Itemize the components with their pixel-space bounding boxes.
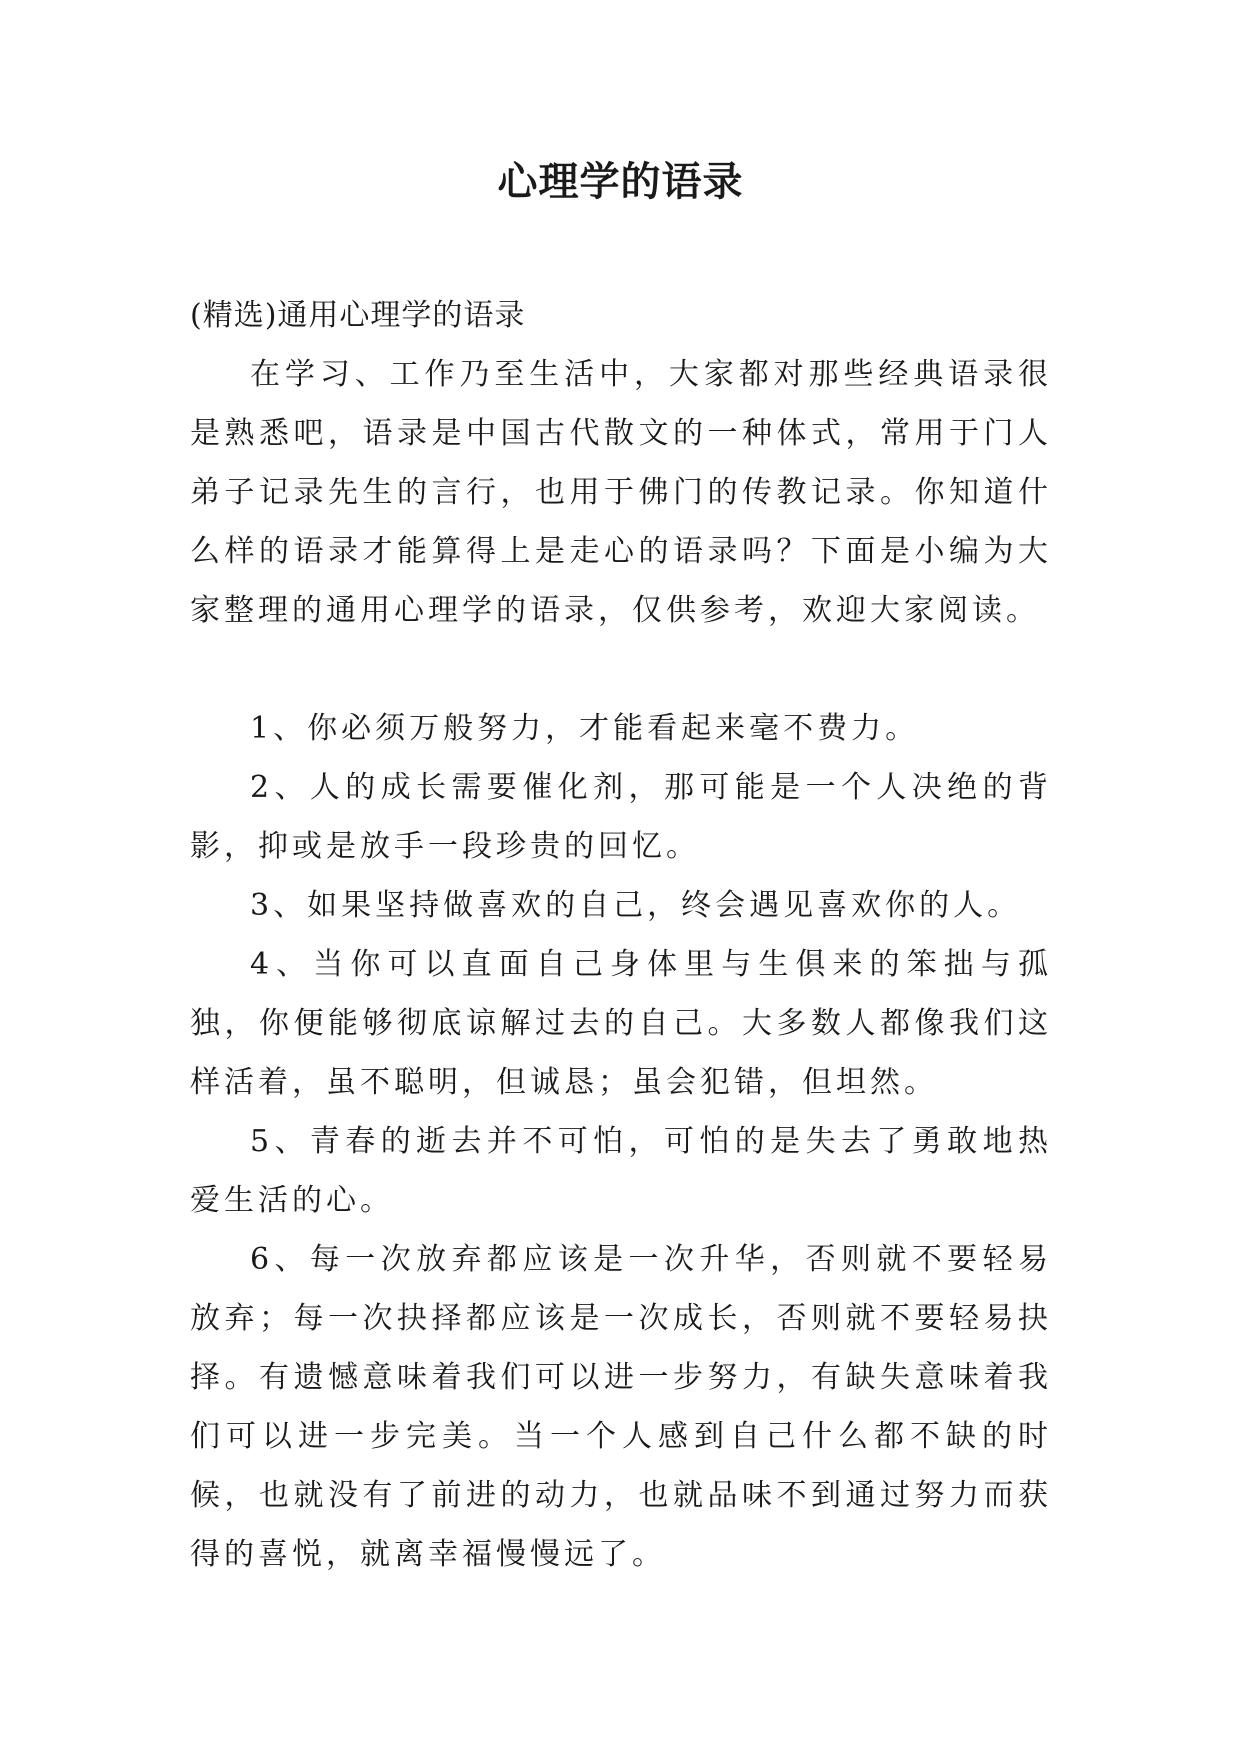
quote-item-6: 6、每一次放弃都应该是一次升华，否则就不要轻易放弃；每一次抉择都应该是一次成长，否则就不要轻易抉择。有遗憾意味着我们可以进一步努力，有缺失意味着我们可以进一步完美。当一个人感到自己什么都不缺的时候，也就没有了前进的动力，也就品味不到通过努力而获得的喜悦，就离幸福慢慢远了。 — [190, 1242, 1052, 1572]
quote-item-4: 4、当你可以直面自己身体里与生俱来的笨拙与孤独，你便能够彻底谅解过去的自己。大多数人都像我们这样活着，虽不聪明，但诚恳；虽会犯错，但坦然。 — [190, 947, 1052, 1100]
document-body — [190, 286, 1052, 1584]
document-subtitle: (精选)通用心理学的语录 — [190, 298, 526, 333]
quote-item-3: 3、如果坚持做喜欢的自己，终会遇见喜欢你的人。 — [250, 888, 1022, 923]
document-title: 心理学的语录 — [497, 159, 744, 205]
quote-item-2: 2、人的成长需要催化剂，那可能是一个人决绝的背影，抑或是放手一段珍贵的回忆。 — [190, 770, 1052, 864]
intro-paragraph: 在学习、工作乃至生活中，大家都对那些经典语录很是熟悉吧，语录是中国古代散文的一种体式，常用于门人弟子记录先生的言行，也用于佛门的传教记录。你知道什么样的语录才能算得上是走心的语录吗？下面是小编为大家整理的通用心理学的语录，仅供参考，欢迎大家阅读。 — [190, 357, 1052, 628]
paragraph-spacer — [190, 640, 1052, 699]
quote-item-1: 1、你必须万般努力，才能看起来毫不费力。 — [250, 711, 920, 746]
quote-item-5: 5、青春的逝去并不可怕，可怕的是失去了勇敢地热爱生活的心。 — [190, 1124, 1052, 1218]
